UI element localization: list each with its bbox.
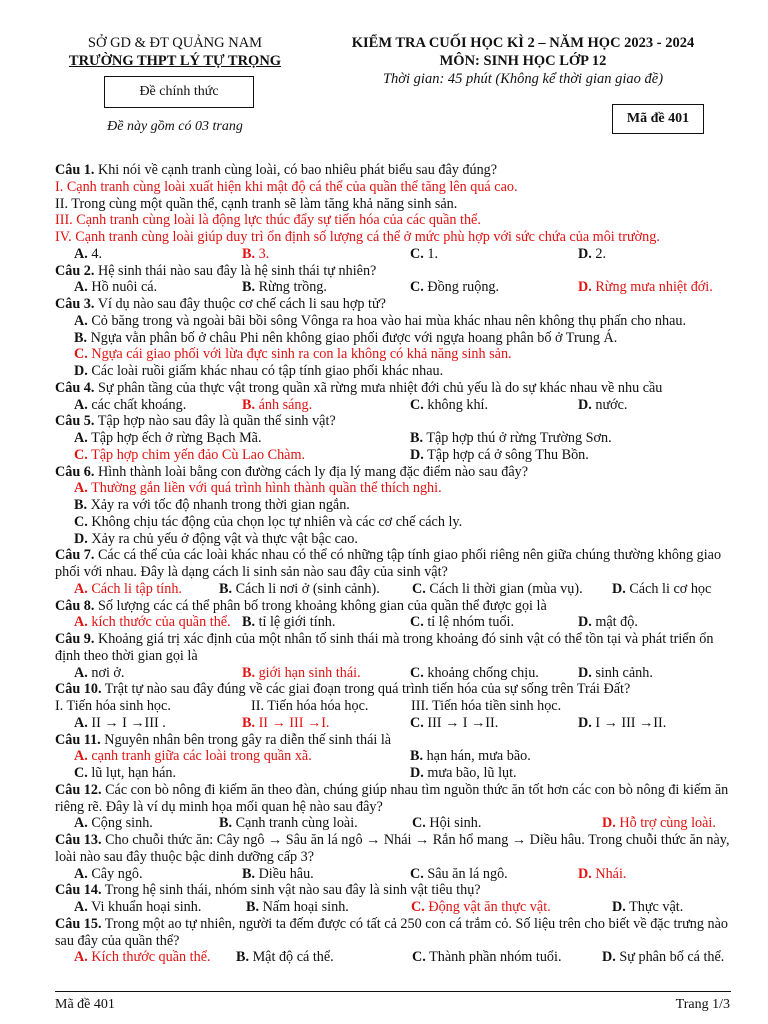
question-3: Câu 3. Ví dụ nào sau đây thuộc cơ chế cách li sau hợp tử? [55,296,386,312]
header-right [318,34,728,88]
option-c: C. Sâu ăn lá ngô. [410,865,508,882]
option-b: B. Cạnh tranh cùng loài. [219,815,358,832]
options [55,949,730,966]
options [55,581,730,598]
option-a: A. Cộng sinh. [74,815,153,832]
option-a: A. cạnh tranh giữa các loài trong quần xã. [74,748,312,765]
option-a: A. 4. [74,245,102,262]
exam-code-box: Mã đề 401 [612,104,704,134]
option-b: B. Mật độ cá thể. [236,949,334,966]
option-b: B. Rừng trồng. [242,279,327,296]
option-a: A. Thường gắn liền với quá trình hình thành quần thể thích nghi. [74,480,442,497]
options [55,765,730,782]
options [55,715,730,732]
option-a: A. Cây ngô. [74,865,143,882]
option-c: C. Cách li thời gian (mùa vụ). [412,580,583,597]
option-c: C. Đồng ruộng. [410,279,500,296]
option-d: D. Nhái. [578,865,627,882]
footer-exam-code: Mã đề 401 [55,997,115,1012]
option-a: A. Vi khuẩn hoại sinh. [74,899,202,915]
option-d: D. Xảy ra chủ yếu ở động vật và thực vật bậc cao. [74,530,358,547]
statement: IV. Cạnh tranh cùng loài giúp duy trì ổn định số lượng cá thể ở mức phù hợp với sức chứa của môi trường. [55,229,660,245]
question-text: Khi nói về cạnh tranh cùng loài, có bao nhiêu phát biểu sau đây đúng? [94,162,498,178]
option-d: D. I → III →II. [578,714,667,731]
school-name: TRƯỜNG THPT LÝ TỰ TRỌNG [68,53,282,69]
options [55,614,730,631]
question-1 [55,162,730,179]
option-b: B. Xảy ra với tốc độ nhanh trong thời gian ngắn. [74,497,350,513]
options [55,899,730,916]
question-number: Câu 1. [55,162,95,178]
option-c: C. lũ lụt, hạn hán. [74,765,177,781]
question-13: Câu 13. Cho chuỗi thức ăn: Cây ngô → Sâu ăn lá ngô → Nhái → Rắn hổ mang → Diều hâu. Trong chuỗi thức ăn này, loài nào sau đây thuộc bậc dinh dưỡng cấp 3? [55,832,730,865]
question-11: Câu 11. Nguyên nhân bên trong gây ra diễn thế sinh thái là [55,731,392,748]
option-c: C. Động vật ăn thực vật. [411,899,551,915]
option-d: D. mật độ. [578,614,638,631]
options [55,430,730,447]
header-left [40,34,310,70]
option-d: D. sinh cảnh. [578,664,653,681]
pages-note: Đề này gồm có 03 trang [107,119,243,134]
question-8: Câu 8. Số lượng các cá thể phân bố trong khoảng không gian của quần thể được gọi là [55,597,547,614]
option-a: A. nơi ở. [74,664,125,681]
option-c: C. không khí. [410,396,489,413]
statement: III. Tiến hóa tiền sinh học. [411,698,562,714]
option-b: B. Diều hâu. [242,865,314,882]
question-list [55,162,730,966]
question-2: Câu 2. Hệ sinh thái nào sau đây là hệ sinh thái tự nhiên? [55,262,377,279]
options [55,397,730,414]
option-b: B. Tập hợp thú ở rừng Trường Sơn. [410,430,612,446]
question-7: Câu 7. Các cá thể của các loài khác nhau có thể có những tập tính giao phối riêng nên giữa chúng thường không giao phối với nhau. Đây là dạng cách li sinh sản nào sau đây của sinh vật? [55,547,722,580]
statement: I. Cạnh tranh cùng loài xuất hiện khi mật độ cá thể của quần thể tăng lên quá cao. [55,178,518,195]
option-a: A. Cỏ băng trong và ngoài bãi bồi sông Vônga ra hoa vào hai mùa khác nhau nên không thụ phấn cho nhau. [74,312,687,329]
question-10: Câu 10. Trật tự nào sau đây đúng về các giai đoạn trong quá trình tiến hóa của sự sống trên Trái Đất? [55,681,631,698]
option-c: C. 1. [410,245,438,262]
option-c: C. khoảng chống chịu. [410,664,539,681]
official-exam-box: Đề chính thức [104,76,254,108]
statement: III. Cạnh tranh cùng loài là động lực thúc đẩy sự tiến hóa của các quần thể. [55,212,481,229]
options [55,246,730,263]
option-c: C. Ngựa cái giao phối với lừa đực sinh ra con la không có khả năng sinh sản. [74,346,512,363]
option-b: B. Ngựa vằn phân bố ở châu Phi nên không giao phối được với ngựa hoang phân bố ở Trung Á. [74,329,618,346]
option-c: C. Thành phần nhóm tuổi. [412,949,562,966]
option-b: B. II → III →I. [242,714,330,731]
option-d: D. nước. [578,396,628,413]
option-d: D. Sự phân bố cá thể. [602,949,725,966]
footer-page-number: Trang 1/3 [675,997,730,1012]
option-d: D. Cách li cơ học [612,580,712,597]
option-b: B. tỉ lệ giới tính. [242,614,336,631]
options [55,279,730,296]
option-c: C. III → I →II. [410,714,499,731]
department-name: SỞ GD & ĐT QUẢNG NAM [87,35,263,51]
option-b: B. 3. [242,245,270,262]
question-14: Câu 14. Trong hệ sinh thái, nhóm sinh vật nào sau đây là sinh vật tiêu thụ? [55,882,481,899]
statement: II. Trong cùng một quần thể, cạnh tranh sẽ làm tăng khả năng sinh sản. [55,195,458,212]
option-d: D. Tập hợp cá ở sông Thu Bồn. [410,446,589,463]
option-a: A. II → I →III . [74,714,166,731]
option-b: B. Cách li nơi ở (sinh cảnh). [219,580,380,597]
option-d: D. Hỗ trợ cùng loài. [602,815,716,832]
option-b: B. giới hạn sinh thái. [242,664,361,681]
question-9: Câu 9. Khoảng giá trị xác định của một nhân tố sinh thái mà trong khoảng đó sinh vật có thể tồn tại và phát triển ổn định theo thời gian gọi là [55,631,714,664]
option-b: B. Nấm hoại sinh. [246,899,349,915]
option-d: D. Rừng mưa nhiệt đới. [578,279,713,296]
question-5: Câu 5. Tập hợp nào sau đây là quần thể sinh vật? [55,413,336,430]
option-d: D. 2. [578,245,606,262]
question-12: Câu 12. Các con bò nông đi kiếm ăn theo đàn, chúng giúp nhau tìm nguồn thức ăn tốt hơn các con bò nông đi kiếm ăn riêng rẽ. Đây là ví dụ minh họa mối quan hệ nào sau đây? [55,781,729,815]
options [55,447,730,464]
option-c: C. Không chịu tác động của chọn lọc tự nhiên và các cơ chế cách ly. [74,513,463,530]
question-4: Câu 4. Sự phân tầng của thực vật trong quần xã rừng mưa nhiệt đới chủ yếu là do sự khác nhau về nhu cầu [55,379,663,396]
option-a: A. Tập hợp ếch ở rừng Bạch Mã. [74,430,262,446]
option-c: C. Hội sinh. [412,815,482,832]
option-a: A. kích thước của quần thể. [74,614,231,631]
question-15: Câu 15. Trong một ao tự nhiên, người ta đếm được có tất cả 250 con cá trắm cỏ. Số liệu trên cho biết về đặc trưng nào sau đây của quần thể? [55,915,729,949]
option-d: D. mưa bão, lũ lụt. [410,765,517,781]
option-c: C. Tập hợp chim yến đảo Cù Lao Chàm. [74,446,306,463]
option-d: D. Thực vật. [612,899,684,915]
options [55,866,730,883]
option-a: A. Hồ nuôi cá. [74,279,158,296]
exam-title: KIỂM TRA CUỐI HỌC KÌ 2 – NĂM HỌC 2023 - 2024 [351,35,695,51]
option-a: A. Kích thước quần thể. [74,949,211,966]
option-a: A. các chất khoáng. [74,396,187,413]
option-b: B. ánh sáng. [242,396,313,413]
option-d: D. Các loài ruồi giấm khác nhau có tập tính giao phối khác nhau. [74,363,444,379]
statement: II. Tiến hóa hóa học. [251,698,369,714]
statement: I. Tiến hóa sinh học. [55,698,171,714]
subject-title: MÔN: SINH HỌC LỚP 12 [439,53,607,69]
option-b: B. hạn hán, mưa bão. [410,748,531,765]
question-6: Câu 6. Hình thành loài bằng con đường cách ly địa lý mang đặc điểm nào sau đây? [55,463,529,480]
footer-divider [55,991,731,992]
option-a: A. Cách li tập tính. [74,580,182,597]
statements [55,698,730,715]
options [55,748,730,765]
options [55,665,730,682]
options [55,815,730,832]
time-note: Thời gian: 45 phút (Không kể thời gian giao đề) [382,71,664,87]
option-c: C. tỉ lệ nhóm tuổi. [410,614,515,631]
